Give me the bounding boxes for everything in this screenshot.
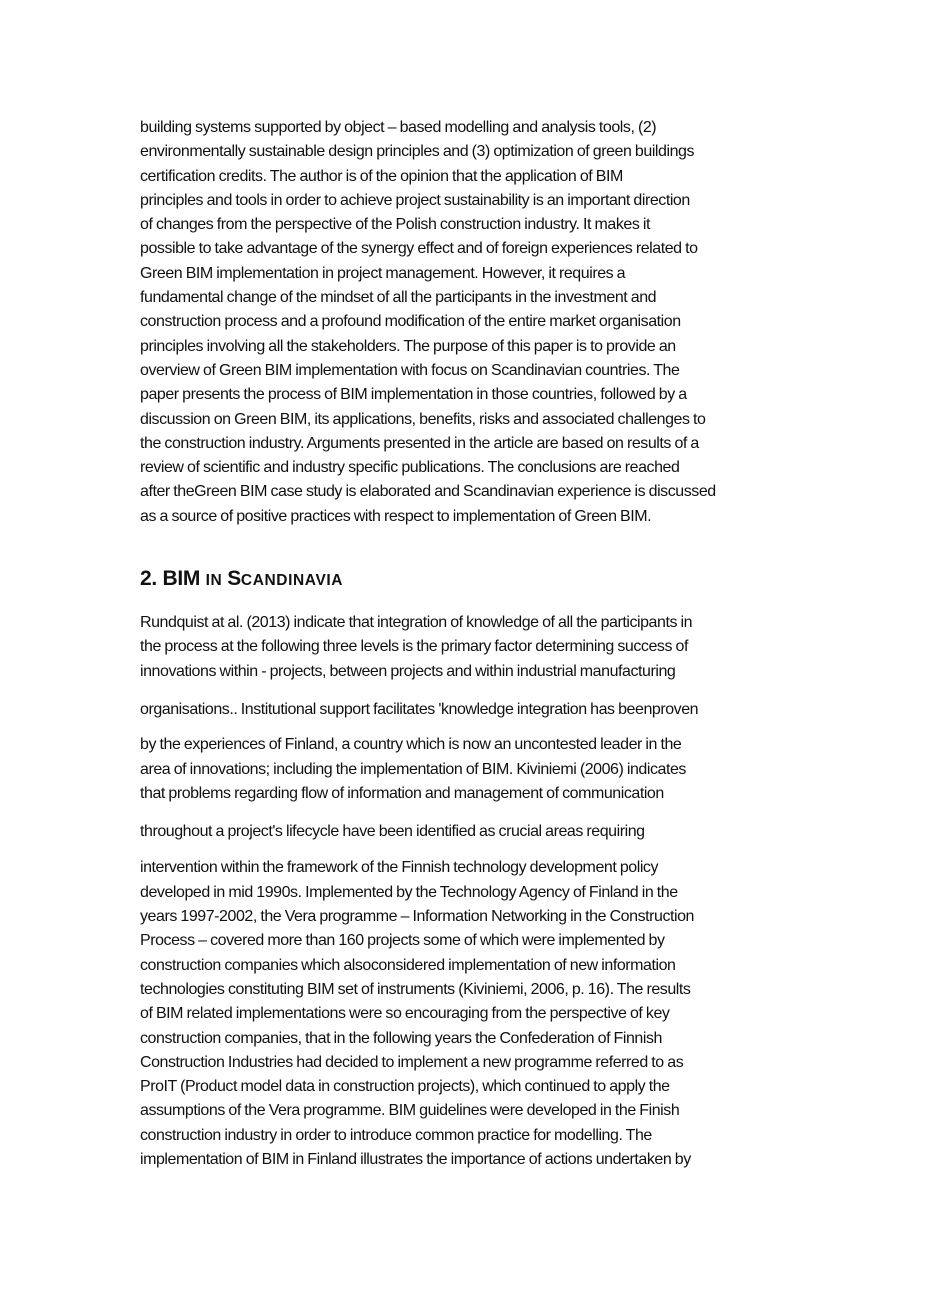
text-line: by the experiences of Finland, a country which is now an uncontested leader in the <box>140 736 682 754</box>
text-line: Rundquist at al. (2013) indicate that integration of knowledge of all the participants in <box>140 614 693 632</box>
text-line: construction process and a profound modification of the entire market organisation <box>140 313 681 331</box>
line-group <box>140 856 800 1172</box>
text-line: as a source of positive practices with respect to implementation of Green BIM. <box>140 507 652 525</box>
text-line: building systems supported by object – based modelling and analysis tools, (2) <box>140 119 657 136</box>
text-line: discussion on Green BIM, its applications, benefits, risks and associated challenges to <box>140 410 706 428</box>
line-group <box>140 611 800 684</box>
text-line: intervention within the framework of the Finnish technology development policy <box>140 859 659 877</box>
text-line: the process at the following three levels is the primary factor determining success of <box>140 638 688 656</box>
line-group <box>140 698 800 722</box>
text-line: the construction industry. Arguments presented in the article are based on results of a <box>140 434 699 452</box>
text-line: developed in mid 1990s. Implemented by the Technology Agency of Finland in the <box>140 883 678 901</box>
text-line: innovations within - projects, between projects and within industrial manufacturing <box>140 662 676 680</box>
section-number-title: 2. BIM <box>140 567 201 591</box>
text-line: principles and tools in order to achieve project sustainability is an important direction <box>140 191 690 209</box>
text-line: construction companies which alsoconsidered implementation of new information <box>140 956 676 974</box>
text-line: review of scientific and industry specific publications. The conclusions are reached <box>140 459 680 477</box>
section-title-part: IN <box>205 572 228 590</box>
paragraph-bim-scandinavia <box>140 611 800 1172</box>
text-line: ProIT (Product model data in construction projects), which continued to apply the <box>140 1078 670 1096</box>
text-line: paper presents the process of BIM implementation in those countries, followed by a <box>140 386 687 404</box>
text-line: construction industry in order to introduce common practice for modelling. The <box>140 1126 652 1144</box>
paragraph-intro <box>140 116 800 529</box>
section-heading <box>140 559 800 599</box>
text-line: of BIM related implementations were so encouraging from the perspective of key <box>140 1005 670 1023</box>
text-line: implementation of BIM in Finland illustrates the importance of actions undertaken by <box>140 1150 691 1168</box>
text-line: throughout a project's lifecycle have been identified as crucial areas requiring <box>140 823 645 841</box>
text-line: fundamental change of the mindset of all the participants in the investment and <box>140 289 657 307</box>
text-line: Process – covered more than 160 projects some of which were implemented by <box>140 932 665 950</box>
text-line: area of innovations; including the implementation of BIM. Kiviniemi (2006) indicates <box>140 760 686 778</box>
text-line: principles involving all the stakeholders. The purpose of this paper is to provide an <box>140 337 676 355</box>
text-line: after theGreen BIM case study is elaborated and Scandinavian experience is discussed <box>140 483 716 501</box>
line-group <box>140 733 800 806</box>
text-line: assumptions of the Vera programme. BIM guidelines were developed in the Finish <box>140 1102 680 1120</box>
text-line: organisations.. Institutional support facilitates 'knowledge integration has beenproven <box>140 700 699 718</box>
text-line: years 1997-2002, the Vera programme – Information Networking in the Construction <box>140 908 694 926</box>
text-line: overview of Green BIM implementation with focus on Scandinavian countries. The <box>140 361 680 379</box>
text-line: that problems regarding flow of information and management of communication <box>140 784 664 802</box>
text-line: environmentally sustainable design principles and (3) optimization of green buildings <box>140 143 695 161</box>
text-line: possible to take advantage of the synergy effect and of foreign experiences related to <box>140 240 698 258</box>
text-line: certification credits. The author is of the opinion that the application of BIM <box>140 167 623 185</box>
document-page <box>140 116 800 1172</box>
text-line: construction companies, that in the following years the Confederation of Finnish <box>140 1029 662 1047</box>
section-title-part: CANDINAVIA <box>240 572 344 590</box>
line-group <box>140 820 800 844</box>
section-title-part: S <box>227 567 241 591</box>
text-line: Green BIM implementation in project management. However, it requires a <box>140 264 626 282</box>
text-line: of changes from the perspective of the Polish construction industry. It makes it <box>140 216 650 234</box>
text-line: technologies constituting BIM set of instruments (Kiviniemi, 2006, p. 16). The results <box>140 980 691 998</box>
text-line: Construction Industries had decided to implement a new programme referred to as <box>140 1053 684 1071</box>
